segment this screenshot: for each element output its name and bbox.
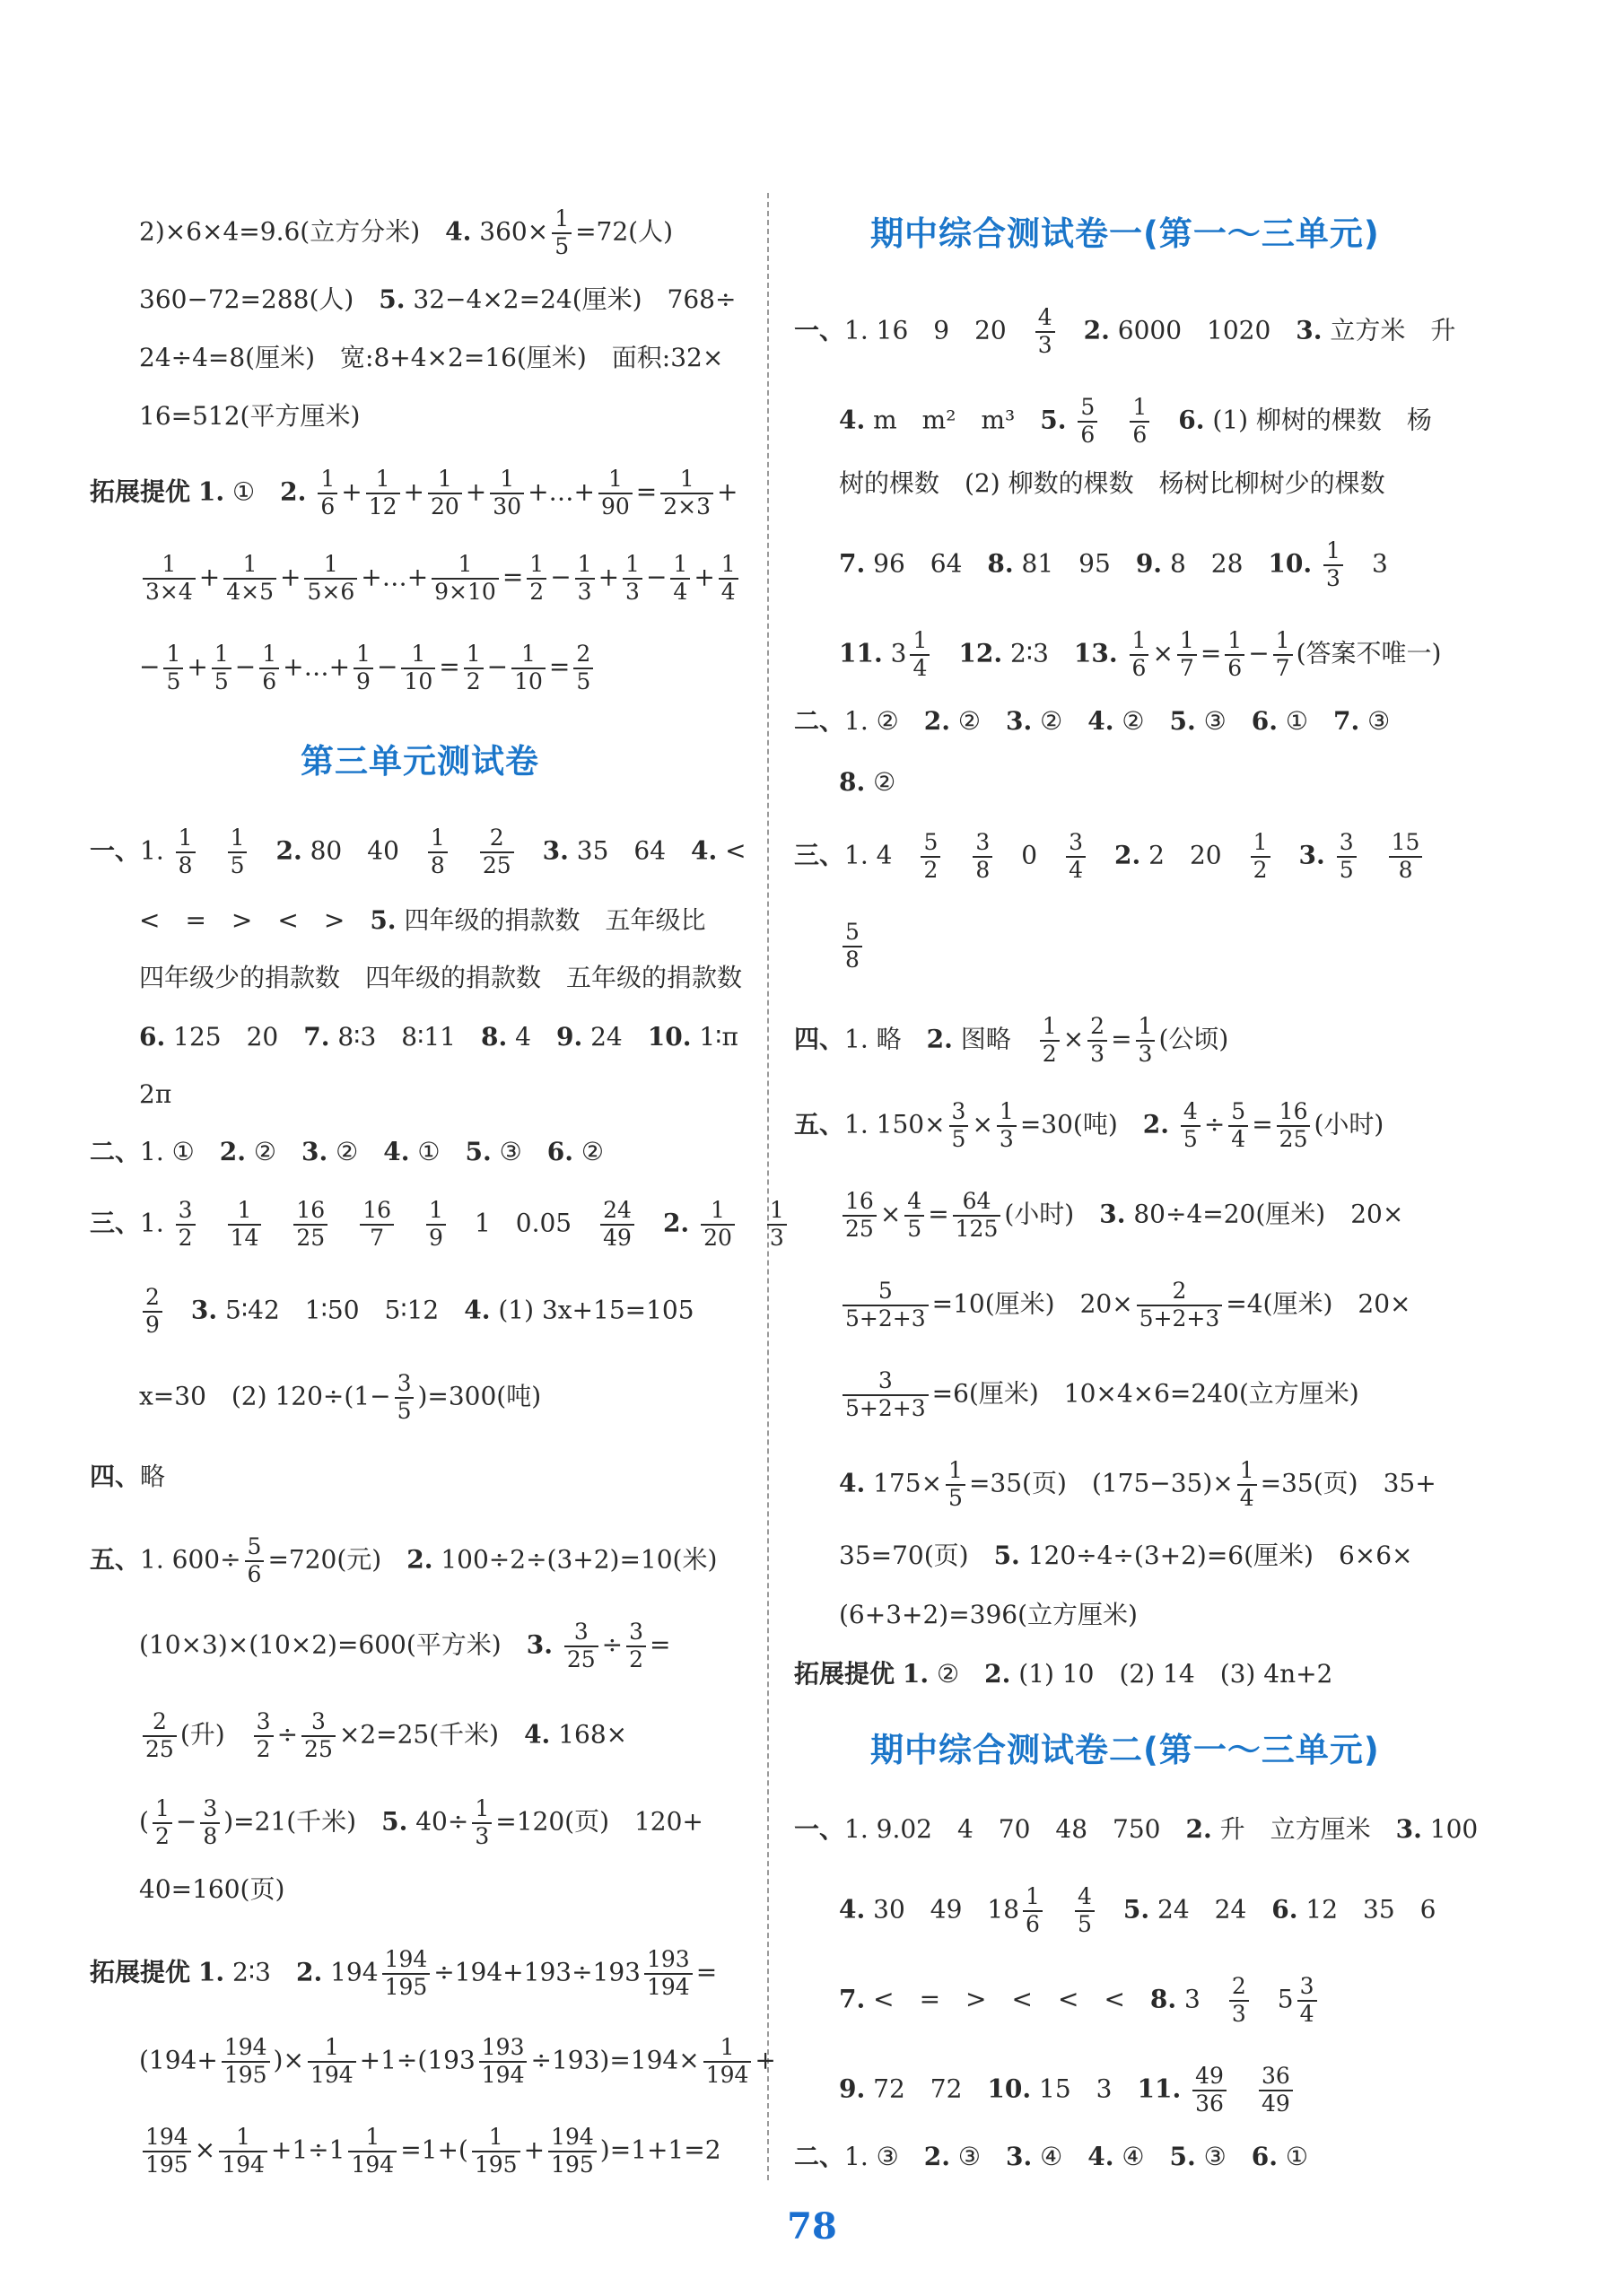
column-divider xyxy=(767,193,769,2180)
fraction: $\frac{193}{194}$ xyxy=(479,2035,528,2089)
fraction: $\frac{2}{25}$ xyxy=(480,825,514,879)
fraction: $\frac{1}{194}$ xyxy=(219,2125,267,2178)
fraction: $\frac{1}{6}$ xyxy=(1130,395,1149,449)
fraction: $\frac{1}{3\times 4}$ xyxy=(143,552,196,606)
fraction: $\frac{5}{8}$ xyxy=(843,920,862,973)
fraction: $\frac{1}{5}$ xyxy=(228,825,248,879)
fraction: $\frac{194}{195}$ xyxy=(548,2125,597,2178)
fraction: $\frac{1}{3}$ xyxy=(623,552,642,606)
answer-line: $\frac{2}{25}$ (升) $\frac{3}{2}$ ÷ $\frac{3}{25}$ ×2=25(千米) 4. 168× xyxy=(139,1709,627,1763)
answer-line: 9. 72 72 10. 15 3 11. $\frac{49}{36}$ $\frac{36}{49}$ xyxy=(839,2064,1297,2117)
fraction: $\frac{2}{3}$ xyxy=(1229,1974,1249,2028)
fraction: $\frac{1}{9\times 10}$ xyxy=(432,552,499,606)
fraction: $\frac{1}{2}$ xyxy=(153,1796,172,1850)
fraction: $\frac{194}{195}$ xyxy=(222,2035,270,2089)
answer-line: 35=70(页) 5. 120÷4÷(3+2)=6(厘米) 6×6× xyxy=(839,1541,1413,1570)
fraction: $\frac{36}{49}$ xyxy=(1259,2064,1293,2117)
fraction: $\frac{3}{5}$ xyxy=(949,1099,969,1153)
fraction: $\frac{1}{7}$ xyxy=(1177,628,1197,682)
fraction: $\frac{1}{4}$ xyxy=(670,552,690,606)
fraction: $\frac{1}{12}$ xyxy=(366,467,400,520)
answer-line: 7. < = > < < < 8. 3 $\frac{2}{3}$ 5 $\frac{3}{4}$ xyxy=(839,1974,1321,2028)
fraction: $\frac{3}{5+2+3}$ xyxy=(843,1368,929,1422)
fraction: $\frac{24}{49}$ xyxy=(600,1198,634,1252)
answer-line: 二、1. ③ 2. ③ 3. ④ 4. ④ 5. ③ 6. ① xyxy=(794,2142,1308,2171)
fraction: $\frac{1}{3}$ xyxy=(997,1099,1017,1153)
fraction: $\frac{1}{3}$ xyxy=(1323,538,1343,592)
fraction: $\frac{193}{194}$ xyxy=(644,1947,693,2001)
answer-line: 五、1. 150× $\frac{3}{5}$ × $\frac{1}{3}$ =30(吨) 2. $\frac{4}{5}$ ÷ $\frac{5}{4}$ = $\frac{16}{25}$ (小时) xyxy=(794,1098,1384,1152)
fraction: $\frac{1}{10}$ xyxy=(401,642,435,695)
fraction: $\frac{3}{25}$ xyxy=(564,1619,598,1673)
fraction: $\frac{3}{2}$ xyxy=(176,1198,196,1252)
answer-line: 拓展提优 1. ① 2. $\frac{1}{6}$ + $\frac{1}{12}$ + $\frac{1}{20}$ + $\frac{1}{30}$ +…+ $\frac{1}{90}$ = $\frac{1}{2\times 3}$ + xyxy=(90,466,738,519)
fraction: $\frac{1}{3}$ xyxy=(1136,1014,1156,1068)
fraction: $\frac{3}{4}$ xyxy=(1066,830,1086,884)
fraction: $\frac{1}{14}$ xyxy=(228,1198,262,1252)
fraction: $\frac{3}{5}$ xyxy=(1337,830,1357,884)
answer-line: 一、1. $\frac{1}{8}$ $\frac{1}{5}$ 2. 80 40 $\frac{1}{8}$ $\frac{2}{25}$ 3. 35 64 4. < xyxy=(90,825,747,878)
fraction: $\frac{64}{125}$ xyxy=(953,1189,1001,1243)
answer-line: 一、1. 9.02 4 70 48 750 2. 升 立方厘米 3. 100 xyxy=(794,1814,1479,1844)
answer-line: 树的棵数 (2) 柳数的棵数 杨树比柳树少的棵数 xyxy=(839,468,1385,498)
fraction: $\frac{3}{4}$ xyxy=(1297,1974,1317,2028)
answer-line: < = > < > 5. 四年级的捐款数 五年级比 xyxy=(139,905,706,935)
fraction: $\frac{2}{25}$ xyxy=(143,1709,177,1763)
fraction: $\frac{1}{4\times 5}$ xyxy=(223,552,276,606)
answer-line: (10×3)×(10×2)=600(平方米) 3. $\frac{3}{25}$ ÷ $\frac{3}{2}$ = xyxy=(139,1619,671,1672)
fraction: $\frac{1}{9}$ xyxy=(354,642,373,695)
fraction: $\frac{5}{6}$ xyxy=(245,1534,265,1588)
answer-line: 四、略 xyxy=(90,1462,166,1491)
fraction: $\frac{1}{5}$ xyxy=(946,1458,965,1512)
fraction: $\frac{1}{6}$ xyxy=(1225,628,1244,682)
fraction: $\frac{1}{3}$ xyxy=(575,552,595,606)
fraction: $\frac{16}{25}$ xyxy=(843,1189,877,1243)
fraction: $\frac{16}{7}$ xyxy=(360,1198,394,1252)
fraction: $\frac{5}{6}$ xyxy=(1078,395,1097,449)
answer-line: 2π xyxy=(139,1079,172,1109)
fraction: $\frac{1}{8}$ xyxy=(176,825,196,879)
answer-line: 360−72=288(人) 5. 32−4×2=24(厘米) 768÷ xyxy=(139,284,737,314)
fraction: $\frac{3}{8}$ xyxy=(200,1796,220,1850)
fraction: $\frac{1}{7}$ xyxy=(1273,628,1293,682)
answer-line: (194+ $\frac{194}{195}$ )× $\frac{1}{194}$ +1÷(193 $\frac{193}{194}$ ÷193)=194× $\frac{1}{194}$ + xyxy=(139,2034,776,2088)
answer-line: 8. ② xyxy=(839,767,896,797)
fraction: $\frac{3}{2}$ xyxy=(254,1709,274,1763)
fraction: $\frac{1}{2}$ xyxy=(527,552,546,606)
fraction: $\frac{1}{2\times 3}$ xyxy=(660,467,713,520)
answer-line: 拓展提优 1. 2∶3 2. 194 $\frac{194}{195}$ ÷194+193÷193 $\frac{193}{194}$ = xyxy=(90,1946,718,2000)
section-heading-midterm-1: 期中综合测试卷一(第一～三单元) xyxy=(870,214,1380,253)
fraction: $\frac{5}{5+2+3}$ xyxy=(843,1279,929,1332)
answer-line: 4. 175× $\frac{1}{5}$ =35(页) (175−35)× $\frac{1}{4}$ =35(页) 35+ xyxy=(839,1457,1436,1511)
fraction: $\frac{5}{4}$ xyxy=(1228,1099,1248,1153)
fraction: $\frac{3}{25}$ xyxy=(301,1709,336,1763)
fraction: $\frac{2}{9}$ xyxy=(143,1285,162,1339)
fraction: $\frac{2}{5+2+3}$ xyxy=(1137,1279,1223,1332)
fraction: $\frac{3}{5}$ xyxy=(395,1371,415,1425)
fraction: $\frac{1}{30}$ xyxy=(490,467,524,520)
answer-line: 二、1. ① 2. ② 3. ② 4. ① 5. ③ 6. ② xyxy=(90,1137,604,1166)
fraction: $\frac{1}{194}$ xyxy=(308,2035,356,2089)
fraction: $\frac{4}{3}$ xyxy=(1035,305,1055,359)
fraction: $\frac{4}{5}$ xyxy=(1075,1884,1095,1938)
fraction: $\frac{1}{6}$ xyxy=(1130,628,1149,682)
fraction: $\frac{1}{3}$ xyxy=(472,1796,492,1850)
answer-line: 三、1. $\frac{3}{2}$ $\frac{1}{14}$ $\frac{16}{25}$ $\frac{16}{7}$ $\frac{1}{9}$ 1 0.05 $\frac{24}{49}$ 2. $\frac{1}{20}$ $\frac{1}{3}$ xyxy=(90,1198,790,1252)
answer-line: $\frac{5}{5+2+3}$ =10(厘米) 20× $\frac{2}{5+2+3}$ =4(厘米) 20× xyxy=(839,1279,1411,1332)
fraction: $\frac{2}{3}$ xyxy=(1087,1014,1107,1068)
answer-line: 6. 125 20 7. 8∶3 8∶11 8. 4 9. 24 10. 1∶π xyxy=(139,1022,738,1052)
fraction: $\frac{194}{195}$ xyxy=(382,1947,431,2001)
fraction: $\frac{1}{90}$ xyxy=(598,467,633,520)
section-heading-midterm-2: 期中综合测试卷二(第一～三单元) xyxy=(870,1731,1380,1769)
fraction: $\frac{1}{5}$ xyxy=(552,206,572,260)
answer-line: $\frac{194}{195}$ × $\frac{1}{194}$ +1÷1 $\frac{1}{194}$ =1+( $\frac{1}{195}$ + $\frac{194}{195}$ )=1+1=2 xyxy=(139,2125,721,2178)
fraction: $\frac{1}{2}$ xyxy=(464,642,484,695)
answer-line: 16=512(平方厘米) xyxy=(139,401,361,431)
page-number: 78 xyxy=(787,2205,837,2248)
answer-line: (6+3+2)=396(立方厘米) xyxy=(839,1600,1138,1629)
fraction: $\frac{3}{8}$ xyxy=(973,830,992,884)
fraction: $\frac{1}{194}$ xyxy=(703,2035,752,2089)
fraction: $\frac{1}{2}$ xyxy=(1040,1014,1060,1068)
fraction: $\frac{1}{5}$ xyxy=(163,642,183,695)
fraction: $\frac{1}{3}$ xyxy=(767,1198,787,1252)
answer-line: $\frac{2}{9}$ 3. 5∶42 1∶50 5∶12 4. (1) 3x+15=105 xyxy=(139,1285,694,1339)
fraction: $\frac{49}{36}$ xyxy=(1192,2064,1227,2117)
answer-line: 拓展提优 1. ② 2. (1) 10 (2) 14 (3) 4n+2 xyxy=(794,1659,1333,1689)
answer-line: $\frac{16}{25}$ × $\frac{4}{5}$ = $\frac{64}{125}$ (小时) 3. 80÷4=20(厘米) 20× xyxy=(839,1189,1403,1243)
fraction: $\frac{4}{5}$ xyxy=(1181,1099,1201,1153)
answer-line: 4. m m² m³ 5. $\frac{5}{6}$ $\frac{1}{6}$ 6. (1) 柳树的棵数 杨 xyxy=(839,394,1432,448)
fraction: $\frac{1}{4}$ xyxy=(719,552,738,606)
answer-line: x=30 (2) 120÷(1− $\frac{3}{5}$ )=300(吨) xyxy=(139,1370,542,1424)
fraction: $\frac{1}{20}$ xyxy=(428,467,462,520)
fraction: $\frac{15}{8}$ xyxy=(1389,830,1423,884)
answer-line xyxy=(839,920,866,973)
fraction: $\frac{5}{2}$ xyxy=(921,830,940,884)
fraction: $\frac{1}{20}$ xyxy=(701,1198,735,1252)
fraction: $\frac{1}{195}$ xyxy=(472,2125,520,2178)
answer-line: $\frac{1}{3\times 4}$ + $\frac{1}{4\times 5}$ + $\frac{1}{5\times 6}$ +…+ $\frac{1}{9\times 10}$ = $\frac{1}{2}$ − $\frac{1}{3}$ + $\frac{1}{3}$ − $\frac{1}{4}$ + $\frac{1}{4}$ xyxy=(139,552,742,606)
answer-line: 7. 96 64 8. 81 95 9. 8 28 10. $\frac{1}{3}$ 3 xyxy=(839,537,1388,591)
answer-line: 二、1. ② 2. ② 3. ② 4. ② 5. ③ 6. ① 7. ③ xyxy=(794,706,1391,736)
fraction: $\frac{1}{194}$ xyxy=(348,2125,397,2178)
fraction: $\frac{1}{6}$ xyxy=(259,642,279,695)
fraction: $\frac{1}{5\times 6}$ xyxy=(304,552,357,606)
fraction: $\frac{1}{9}$ xyxy=(426,1198,446,1252)
answer-line: 五、1. 600÷ $\frac{5}{6}$ =720(元) 2. 100÷2÷(3+2)=10(米) xyxy=(90,1533,718,1587)
fraction: $\frac{1}{5}$ xyxy=(212,642,231,695)
answer-line: 一、1. 16 9 20 $\frac{4}{3}$ 2. 6000 1020 3. 立方米 升 xyxy=(794,304,1456,358)
answer-line: − $\frac{1}{5}$ + $\frac{1}{5}$ − $\frac{1}{6}$ +…+ $\frac{1}{9}$ − $\frac{1}{10}$ = $\frac{1}{2}$ − $\frac{1}{10}$ = $\frac{2}{5}$ xyxy=(139,642,597,695)
answer-line: 11. 3 $\frac{1}{4}$ 12. 2∶3 13. $\frac{1}{6}$ × $\frac{1}{7}$ = $\frac{1}{6}$ − $\frac{1}{7}$ (答案不唯一) xyxy=(839,627,1442,681)
answer-line: 三、1. 4 $\frac{5}{2}$ $\frac{3}{8}$ 0 $\frac{3}{4}$ 2. 2 20 $\frac{1}{2}$ 3. $\frac{3}{5}$ $\frac{15}{8}$ xyxy=(794,830,1426,884)
answer-line: $\frac{3}{5+2+3}$ =6(厘米) 10×4×6=240(立方厘米) xyxy=(839,1368,1359,1422)
fraction: $\frac{1}{6}$ xyxy=(1023,1884,1043,1938)
fraction: $\frac{1}{4}$ xyxy=(910,628,930,682)
fraction: $\frac{1}{10}$ xyxy=(511,642,546,695)
section-heading-unit-3: 第三单元测试卷 xyxy=(301,742,539,781)
fraction: $\frac{1}{8}$ xyxy=(428,825,448,879)
fraction: $\frac{16}{25}$ xyxy=(293,1198,327,1252)
answer-line: 4. 30 49 18 $\frac{1}{6}$ $\frac{4}{5}$ 5. 24 24 6. 12 35 6 xyxy=(839,1883,1436,1937)
answer-line: 40=160(页) xyxy=(139,1874,285,1904)
answer-line: ( $\frac{1}{2}$ − $\frac{3}{8}$ )=21(千米) 5. 40÷ $\frac{1}{3}$ =120(页) 120+ xyxy=(139,1795,703,1849)
fraction: $\frac{1}{4}$ xyxy=(1237,1458,1257,1512)
fraction: $\frac{1}{6}$ xyxy=(318,467,337,520)
answer-line: 四、1. 略 2. 图略 $\frac{1}{2}$ × $\frac{2}{3}$ = $\frac{1}{3}$ (公顷) xyxy=(794,1013,1229,1067)
answer-line: 四年级少的捐款数 四年级的捐款数 五年级的捐款数 xyxy=(139,963,743,992)
fraction: $\frac{1}{2}$ xyxy=(1251,830,1270,884)
fraction: $\frac{194}{195}$ xyxy=(143,2125,191,2178)
fraction: $\frac{3}{2}$ xyxy=(626,1619,646,1673)
fraction: $\frac{2}{5}$ xyxy=(573,642,593,695)
answer-line: 24÷4=8(厘米) 宽:8+4×2=16(厘米) 面积:32× xyxy=(139,343,724,372)
answer-line: 2)×6×4=9.6(立方分米) 4. 360× $\frac{1}{5}$ =72(人) xyxy=(139,205,674,259)
fraction: $\frac{16}{25}$ xyxy=(1277,1099,1311,1153)
fraction: $\frac{4}{5}$ xyxy=(904,1189,924,1243)
